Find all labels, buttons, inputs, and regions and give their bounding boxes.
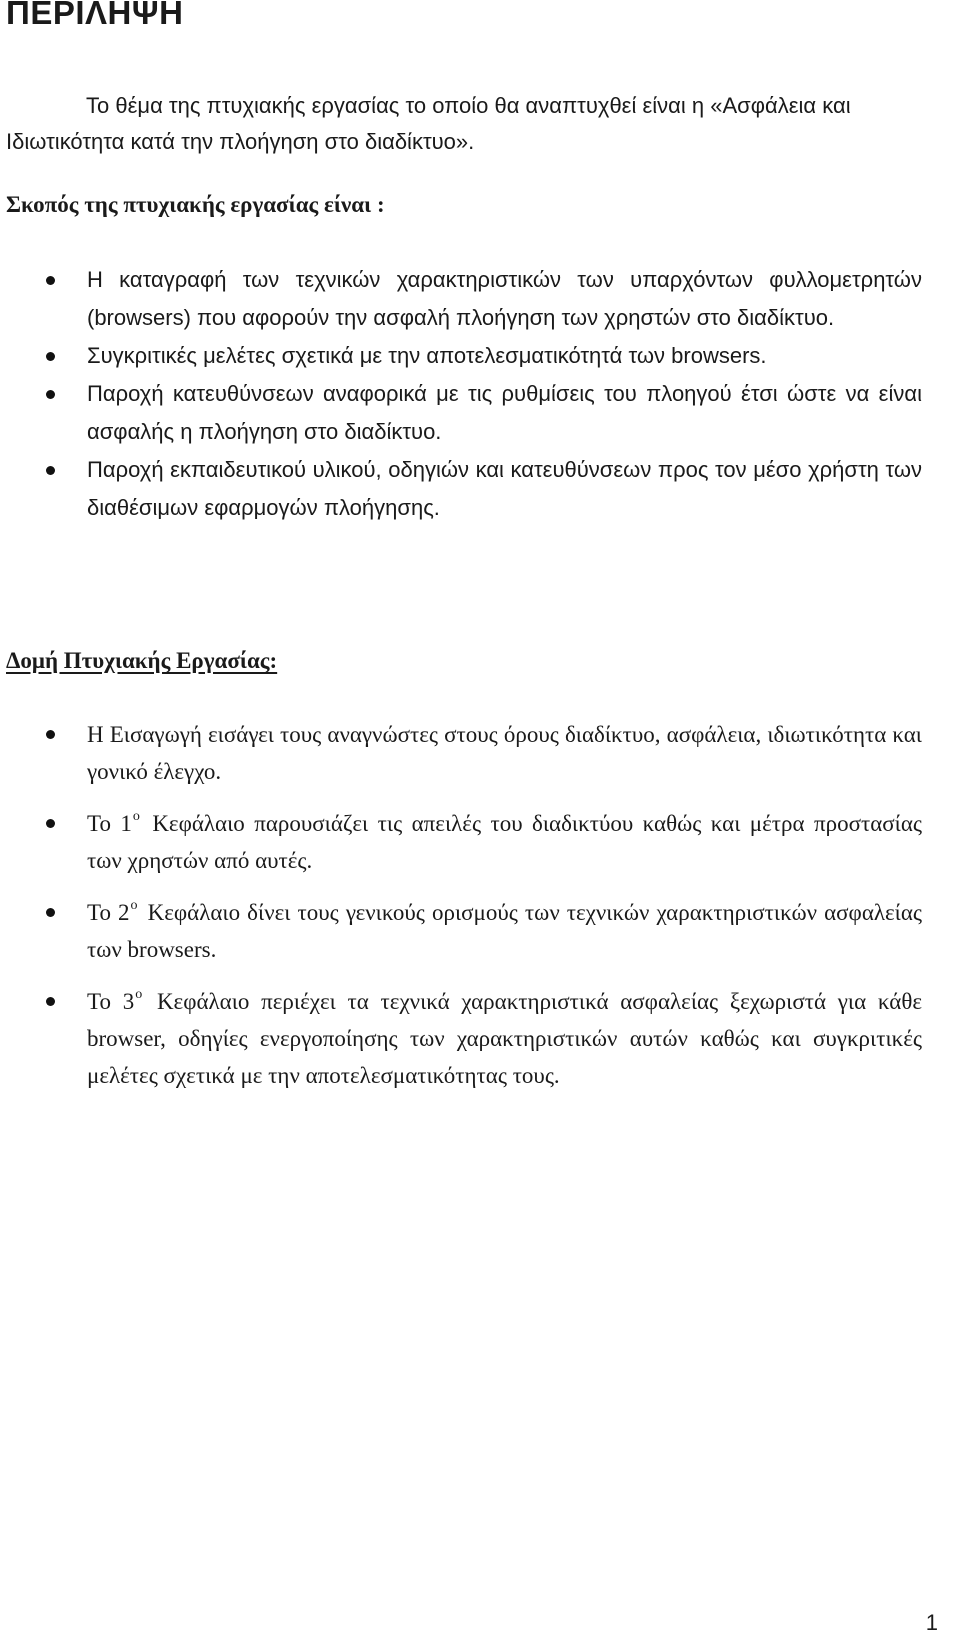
structure-heading: Δομή Πτυχιακής Εργασίας:	[6, 648, 278, 673]
intro-paragraph: Το θέμα της πτυχιακής εργασίας το οποίο θα αναπτυχθεί είναι η «Ασφάλεια και Ιδιωτικότητα κατά την πλοήγηση στο διαδίκτυο».	[6, 93, 851, 154]
list-item-text: Κεφάλαιο δίνει τους γενικούς ορισμούς των τεχνικών χαρακτηριστικών ασφαλείας των browsers.	[87, 900, 923, 962]
bullet-icon	[46, 352, 55, 361]
bullet-icon	[46, 390, 55, 399]
page-number: 1	[925, 1610, 938, 1635]
purpose-list	[0, 261, 960, 527]
ordinal-superscript: ο	[130, 898, 138, 914]
list-item	[0, 716, 960, 790]
list-item-text: Η Εισαγωγή εισάγει τους αναγνώστες στους όρους διαδίκτυο, ασφάλεια, ιδιωτικότητα και γονικό έλεγχο.	[87, 722, 922, 784]
list-item	[0, 375, 960, 451]
list-item-text: Συγκριτικές μελέτες σχετικά με την αποτελεσματικότητά των browsers.	[87, 343, 767, 368]
ordinal-superscript: ο	[135, 987, 143, 1003]
chapter-prefix: Το 1	[87, 811, 132, 836]
page-title: ΠΕΡΙΛΗΨΗ	[6, 0, 184, 31]
bullet-icon	[46, 908, 55, 917]
bullet-icon	[46, 730, 55, 739]
chapter-prefix: Το 2	[87, 900, 130, 925]
list-item-text: Κεφάλαιο περιέχει τα τεχνικά χαρακτηριστικά ασφαλείας ξεχωριστά για κάθε browser, οδηγίες ενεργοποίησης των χαρακτηριστικών αυτών καθώς και συγκριτικές μελέτες σχετικά με την αποτελεσματικότητας τους.	[87, 989, 922, 1088]
list-item-text: Η καταγραφή των τεχνικών χαρακτηριστικών των υπαρχόντων φυλλομετρητών (browsers) που αφορούν την ασφαλή πλοήγηση των χρηστών στο διαδίκτυο.	[87, 267, 922, 330]
chapter-prefix: Το 3	[87, 989, 135, 1014]
bullet-icon	[46, 819, 55, 828]
list-item	[0, 894, 960, 968]
list-item-text: Κεφάλαιο παρουσιάζει τις απειλές του διαδικτύου καθώς και μέτρα προστασίας των χρηστών από αυτές.	[87, 811, 923, 873]
bullet-icon	[46, 997, 55, 1006]
list-item	[0, 261, 960, 337]
bullet-icon	[46, 466, 55, 475]
bullet-icon	[46, 276, 55, 285]
list-item	[0, 337, 960, 375]
ordinal-superscript: ο	[132, 809, 140, 825]
list-item	[0, 805, 960, 879]
purpose-heading: Σκοπός της πτυχιακής εργασίας είναι :	[6, 192, 385, 217]
list-item	[0, 451, 960, 527]
structure-list	[0, 716, 960, 1109]
list-item-text: Παροχή κατευθύνσεων αναφορικά με τις ρυθμίσεις του πλοηγού έτσι ώστε να είναι ασφαλής η πλοήγηση στο διαδίκτυο.	[87, 381, 922, 444]
list-item	[0, 983, 960, 1094]
list-item-text: Παροχή εκπαιδευτικού υλικού, οδηγιών και κατευθύνσεων προς τον μέσο χρήστη των διαθέσιμων εφαρμογών πλοήγησης.	[87, 457, 922, 520]
